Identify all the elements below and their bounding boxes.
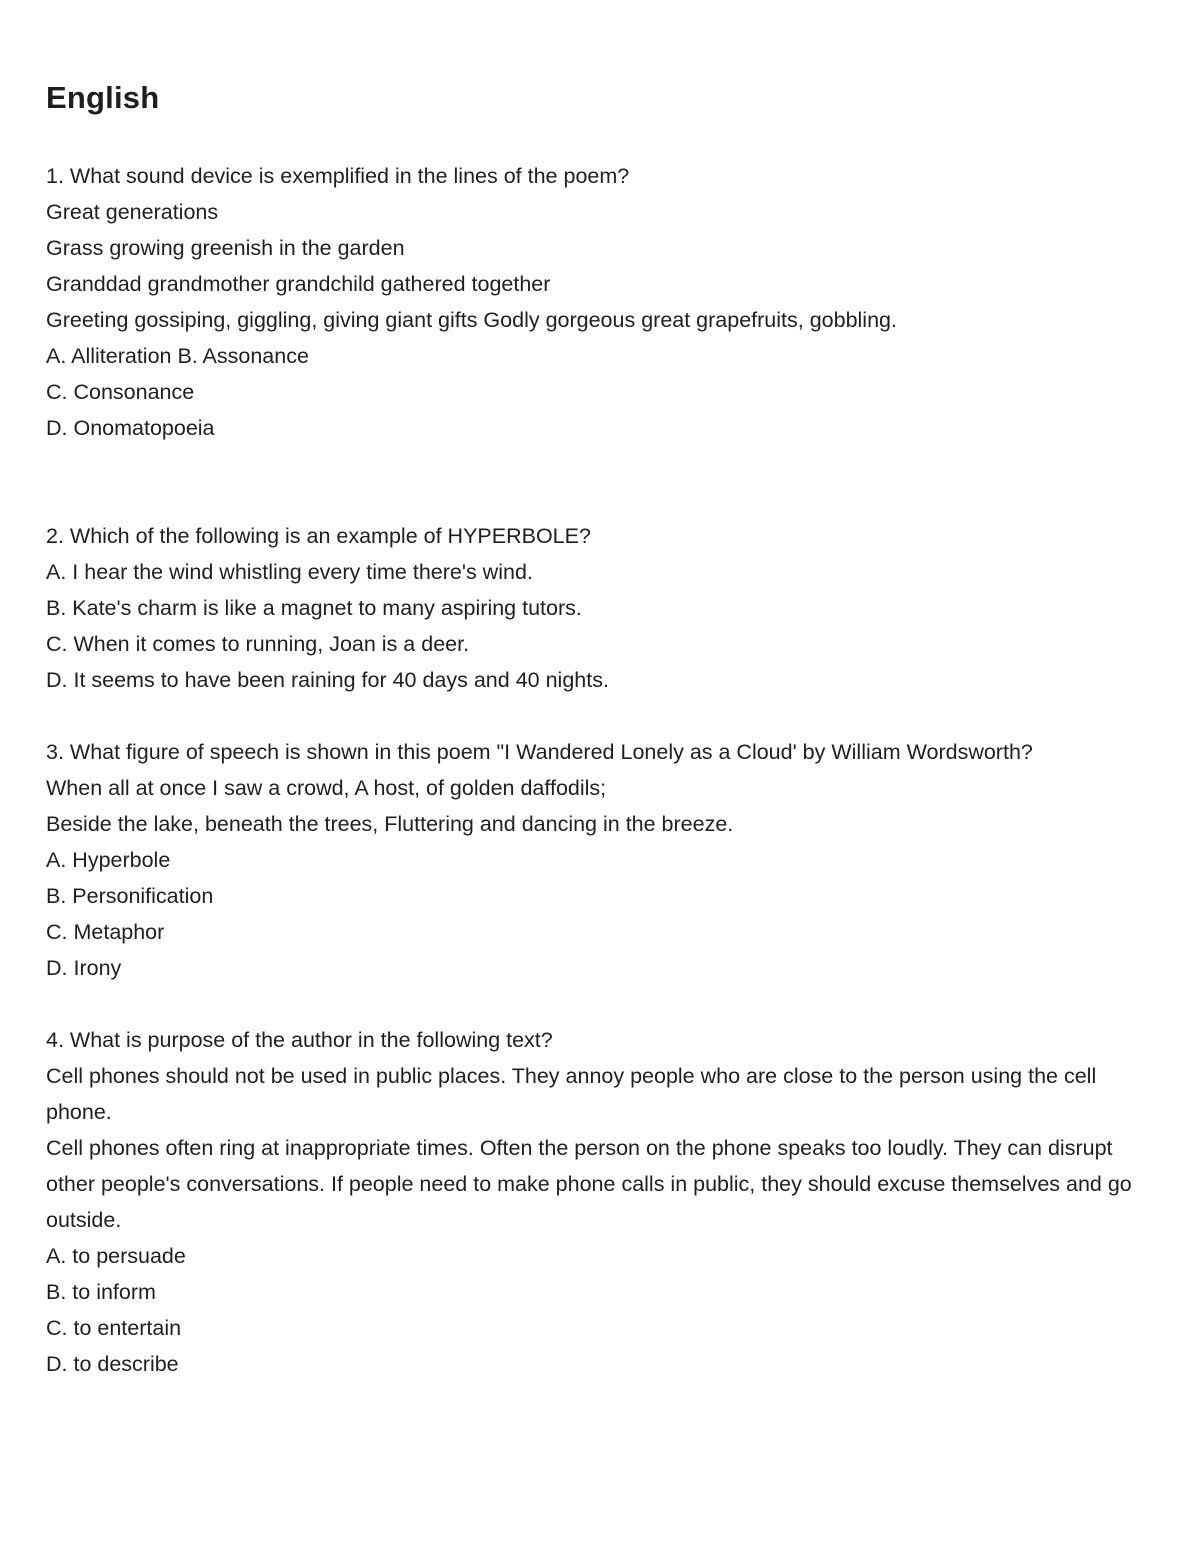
passage-paragraph: Cell phones should not be used in public places. They annoy people who are close to the person using the cell phone. [46,1064,1097,1124]
answer-option: A. I hear the wind whistling every time there's wind. [46,560,533,584]
poem-line: Grass growing greenish in the garden [46,236,405,260]
answer-option: B. Personification [46,884,214,908]
answer-option: B. to inform [46,1280,156,1304]
answer-option: C. When it comes to running, Joan is a deer. [46,632,470,656]
poem-line: Beside the lake, beneath the trees, Fluttering and dancing in the breeze. [46,812,734,836]
question-3-prompt: 3. What figure of speech is shown in this poem "I Wandered Lonely as a Cloud' by William Wordsworth? [46,740,1033,764]
answer-option: D. Onomatopoeia [46,416,215,440]
passage-paragraph: Cell phones often ring at inappropriate times. Often the person on the phone speaks too loudly. They can disrupt other people's conversations. If people need to make phone calls in public, they should excuse themselves and go outside. [46,1136,1132,1232]
question-2-prompt: 2. Which of the following is an example of HYPERBOLE? [46,524,591,548]
answer-option: B. Kate's charm is like a magnet to many aspiring tutors. [46,596,582,620]
answer-option: A. to persuade [46,1244,186,1268]
answer-option: C. Metaphor [46,920,165,944]
answer-option: D. It seems to have been raining for 40 days and 40 nights. [46,668,609,692]
question-3 [46,734,1146,986]
page-title: English [46,80,160,115]
answer-option: A. Alliteration B. Assonance [46,344,309,368]
question-4 [46,1022,1146,1382]
answer-option: D. to describe [46,1352,179,1376]
document-page [46,78,1146,1382]
answer-option: D. Irony [46,956,122,980]
poem-line: Greeting gossiping, giggling, giving giant gifts Godly gorgeous great grapefruits, gobbling. [46,308,897,332]
answer-option: A. Hyperbole [46,848,171,872]
question-1-prompt: 1. What sound device is exemplified in the lines of the poem? [46,164,630,188]
question-2 [46,518,1146,698]
poem-line: Great generations [46,200,219,224]
poem-line: When all at once I saw a crowd, A host, of golden daffodils; [46,776,607,800]
poem-line: Granddad grandmother grandchild gathered together [46,272,551,296]
answer-option: C. Consonance [46,380,195,404]
question-1 [46,158,1146,446]
question-4-prompt: 4. What is purpose of the author in the following text? [46,1028,553,1052]
answer-option: C. to entertain [46,1316,182,1340]
